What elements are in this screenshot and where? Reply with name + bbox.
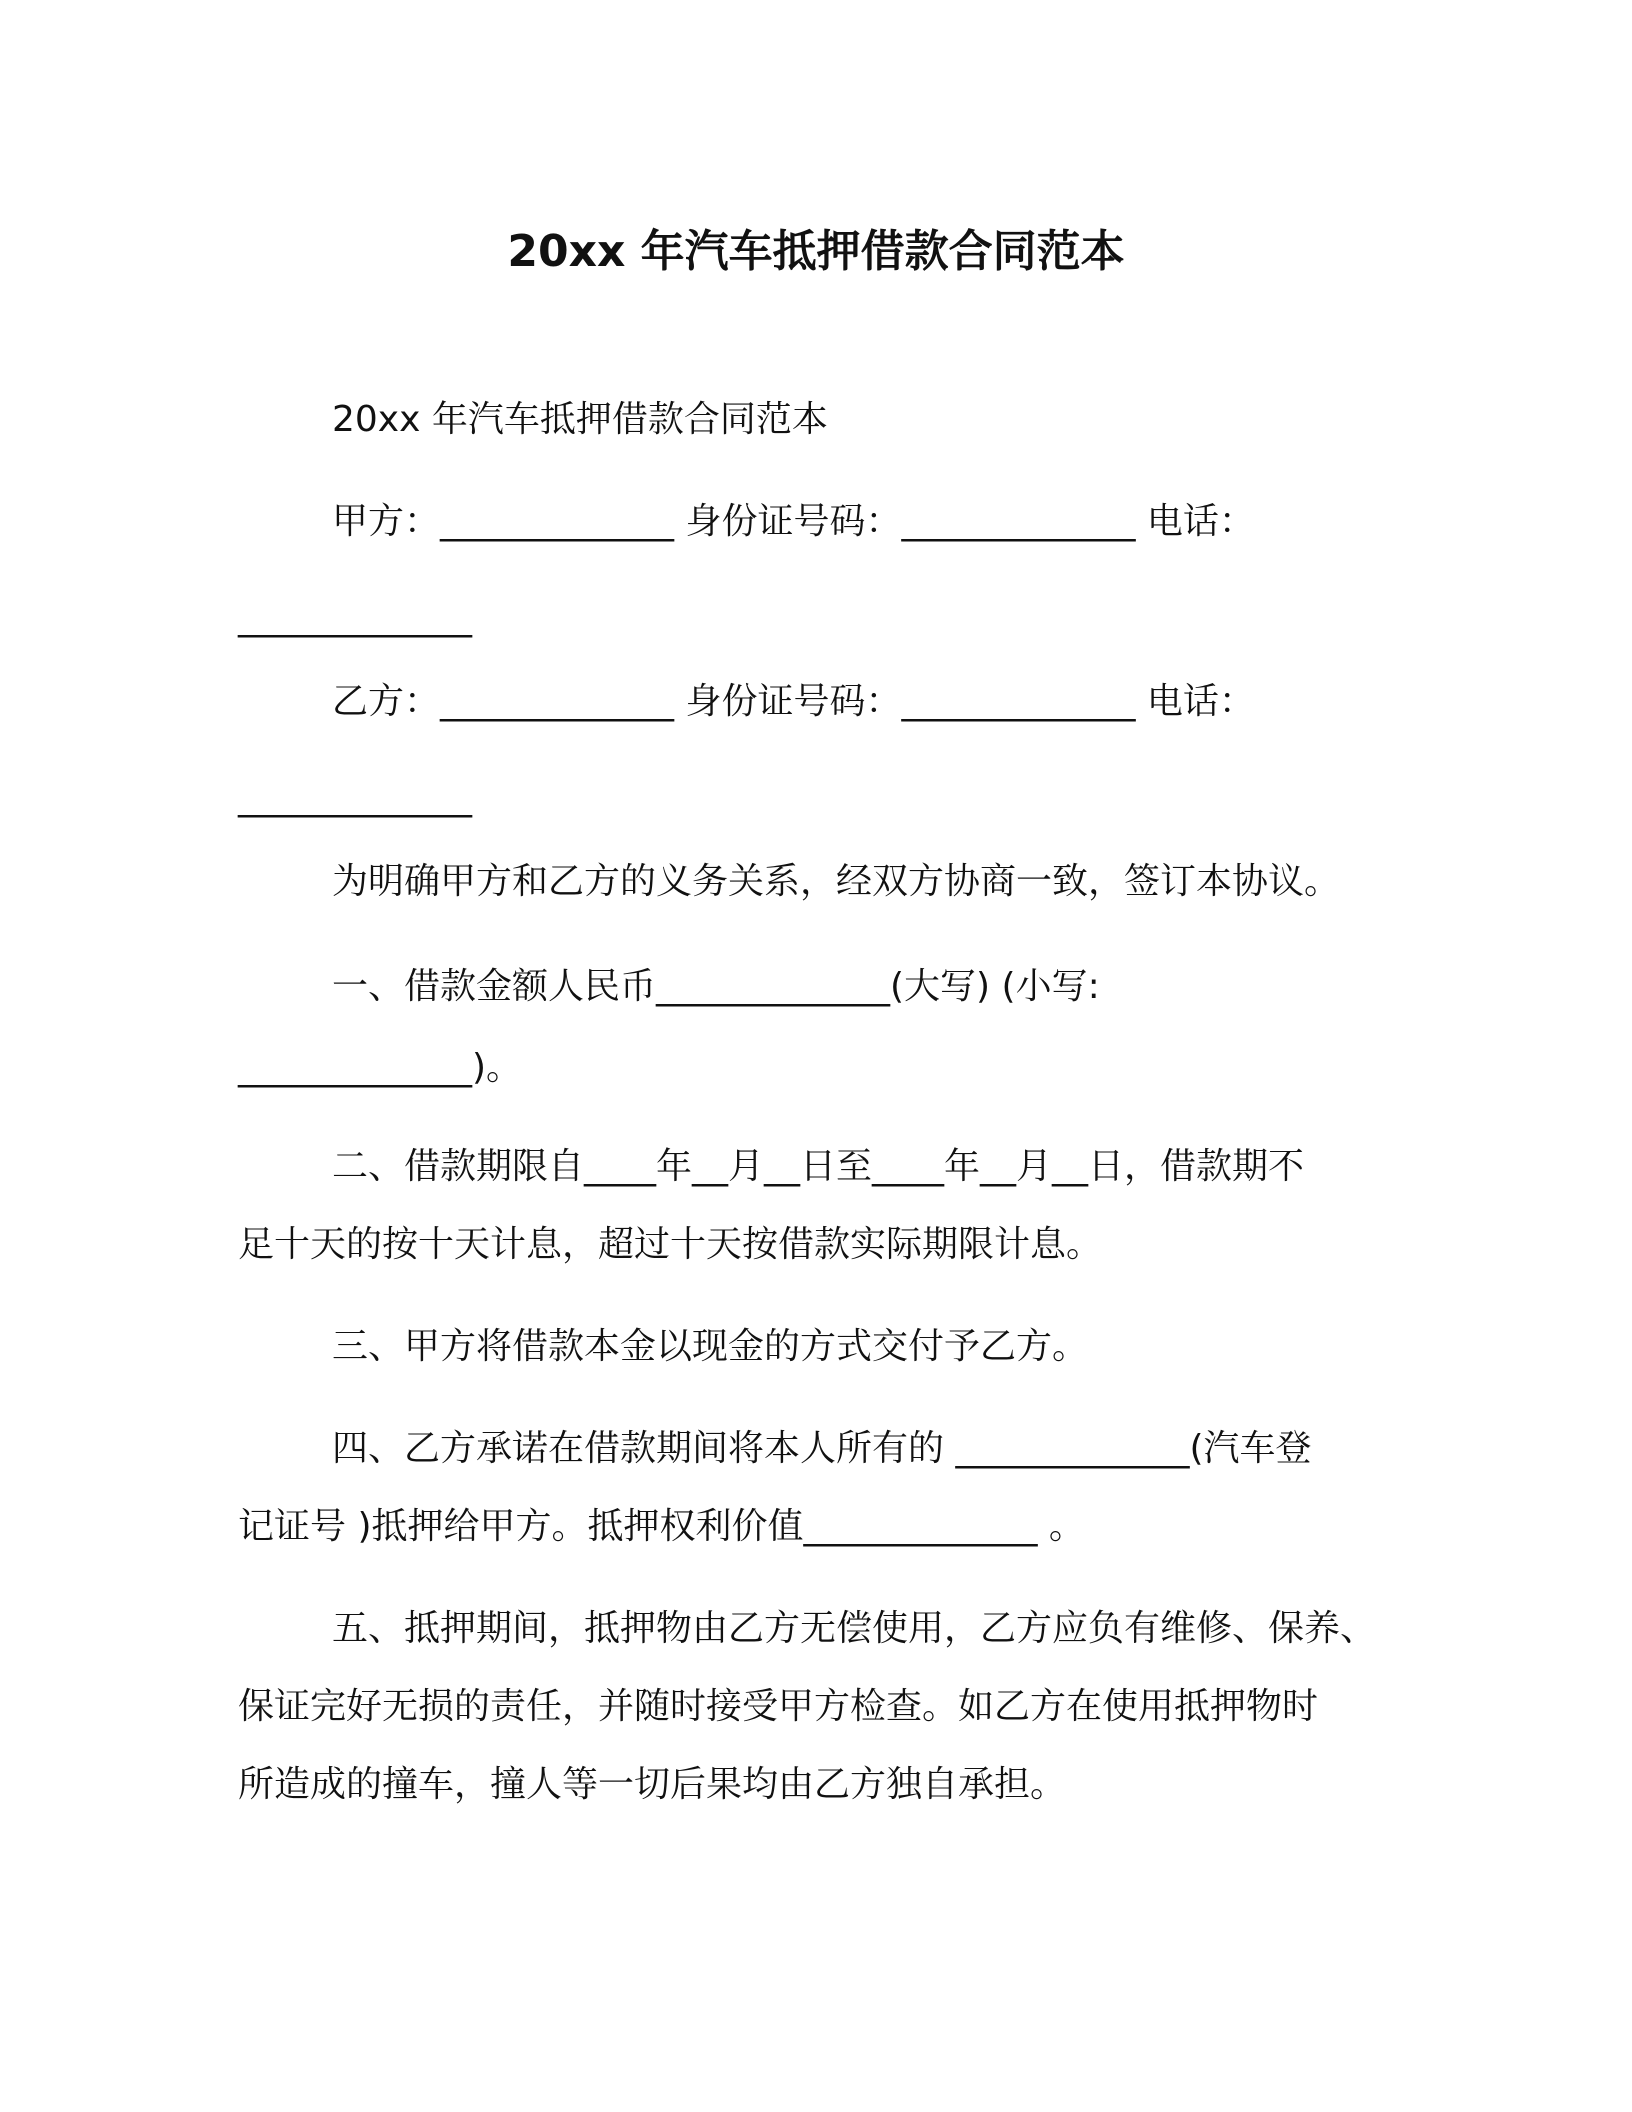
- clause-4-line-2: 记证号 )抵押给甲方。抵押权利价值_____________ 。: [238, 1506, 1085, 1547]
- subtitle-line: 20xx 年汽车抵押借款合同范本: [332, 399, 828, 440]
- clause-3: 三、甲方将借款本金以现金的方式交付予乙方。: [332, 1326, 1089, 1367]
- clause-2-line-2: 足十天的按十天计息，超过十天按借款实际期限计息。: [238, 1224, 1103, 1265]
- clause-5-line-2: 保证完好无损的责任，并随时接受甲方检查。如乙方在使用抵押物时: [238, 1686, 1319, 1727]
- party-a-line: 甲方：_____________ 身份证号码：_____________ 电话：: [332, 501, 1255, 542]
- intro-paragraph: 为明确甲方和乙方的义务关系，经双方协商一致，签订本协议。: [332, 861, 1341, 902]
- document-title: 20xx 年汽车抵押借款合同范本: [507, 226, 1125, 277]
- clause-1-line-1: 一、借款金额人民币_____________(大写) (小写:: [332, 966, 1100, 1007]
- party-b-line: 乙方：_____________ 身份证号码：_____________ 电话：: [332, 681, 1255, 722]
- clause-4-line-1: 四、乙方承诺在借款期间将本人所有的 _____________(汽车登: [332, 1428, 1312, 1469]
- clause-1-line-2: _____________)。: [238, 1047, 523, 1088]
- party-b-phone-blank: _____________: [238, 777, 472, 818]
- clause-5-line-3: 所造成的撞车，撞人等一切后果均由乙方独自承担。: [238, 1764, 1067, 1805]
- party-a-phone-blank: _____________: [238, 597, 472, 638]
- clause-2-line-1: 二、借款期限自____年__月__日至____年__月__日，借款期不: [332, 1146, 1305, 1187]
- clause-5-line-1: 五、抵押期间，抵押物由乙方无偿使用，乙方应负有维修、保养、: [332, 1608, 1377, 1649]
